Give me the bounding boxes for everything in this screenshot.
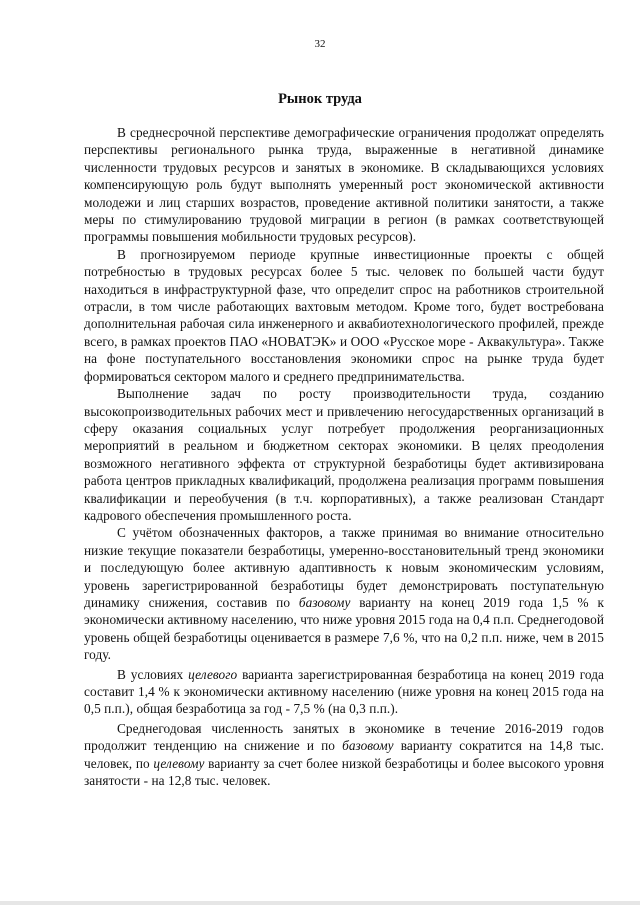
paragraph-unemployment-target xyxy=(84,666,604,718)
text-run: варианта зарегистрированная безработица на конец 2019 года составит 1,4 % к экономически активному населению (ниже уровня на конец 2015 года на 0,5 п.п.), общая безработица за год - 7,5 % (на 0,3 п.п.). xyxy=(84,666,605,717)
text-run: варианту на конец 2019 года 1,5 % к экономически активному населению, что ниже уровня 2015 года на 0,4 п.п. Среднегодовой уровень общей безработицы оценивается в размере 7,6 %, что на 0,2 п.п. ниже, чем в 2015 году. xyxy=(84,594,605,663)
text-run: В условиях xyxy=(117,666,189,682)
page-title: Рынок труда xyxy=(278,91,362,107)
text-run: варианту за счет более низкой безработицы и более высокого уровня занятости - на 12,8 тыс. человек. xyxy=(84,755,604,789)
paragraph-unemployment-base xyxy=(84,524,604,663)
italic-term-target: целевому xyxy=(153,755,205,771)
text-run: С учётом обозначенных факторов, а также принимая во внимание относительно низкие текущие показатели безработицы, умеренно-восстановительный тренд экономики и последующую более активную адаптивность к новым экономическим условиям, уровень зарегистрированной безработицы будет демонстрировать поступательную динамику снижения, составив по xyxy=(84,525,604,610)
document-body xyxy=(84,124,604,789)
page-number: 32 xyxy=(314,38,326,50)
text-run: варианту сократится на 14,8 тыс. человек, по xyxy=(84,738,605,771)
page-bottom-edge xyxy=(0,901,640,905)
italic-term-base: базовому xyxy=(342,738,394,754)
paragraph-demographic-constraints: В среднесрочной перспективе демографические ограничения продолжат определять перспективы регионального рынка труда, выраженные в негативной динамике численности трудовых ресурсов и занятых в экономике. В складывающихся условиях компенсирующую роль будут выполнять умеренный рост экономической активности молодежи и лиц старших возрастов, проведение активной политики занятости, а также меры по стимулированию трудовой миграции в регион (в рамках соответствующей программы повышения мобильности трудовых ресурсов). xyxy=(84,125,604,245)
italic-term-base: базовому xyxy=(298,594,351,610)
paragraph-investment-projects: В прогнозируемом периоде крупные инвестиционные проекты с общей потребностью в трудовых ресурсах более 5 тыс. человек по большей части будут находиться в инфраструктурной фазе, что определит спрос на работников строительной отрасли, в том числе работающих вахтовым методом. Кроме того, будет востребована дополнительная рабочая сила инженерного и аквабиотехнологического профилей, прежде всего, в рамках проектов ПАО «НОВАТЭК» и ООО «Русское море - Аквакультура». Также на фоне поступательного восстановления экономики спрос на рынке труда будет формироваться сектором малого и среднего предпринимательства. xyxy=(84,246,604,384)
italic-term-target: целевого xyxy=(188,666,238,682)
paragraph-productivity-tasks: Выполнение задач по росту производительности труда, созданию высокопроизводительных рабочих мест и привлечению негосударственных организаций в сферу оказания социальных услуг потребует продолжения реорганизационных мероприятий в реальном и бюджетном секторах экономики. В целях преодоления возможного негативного эффекта от структурной безработицы будет активизирована работа центров прикладных квалификаций, продолжена реализация программ повышения квалификации и переобучения (в т.ч. корпоративных), а также реализован Стандарт кадрового обеспечения промышленного роста. xyxy=(84,386,604,523)
paragraph-employment xyxy=(84,720,604,790)
text-run: Среднегодовая численность занятых в экономике в течение 2016-2019 годов продолжит тенденцию на снижение и по xyxy=(84,720,604,754)
